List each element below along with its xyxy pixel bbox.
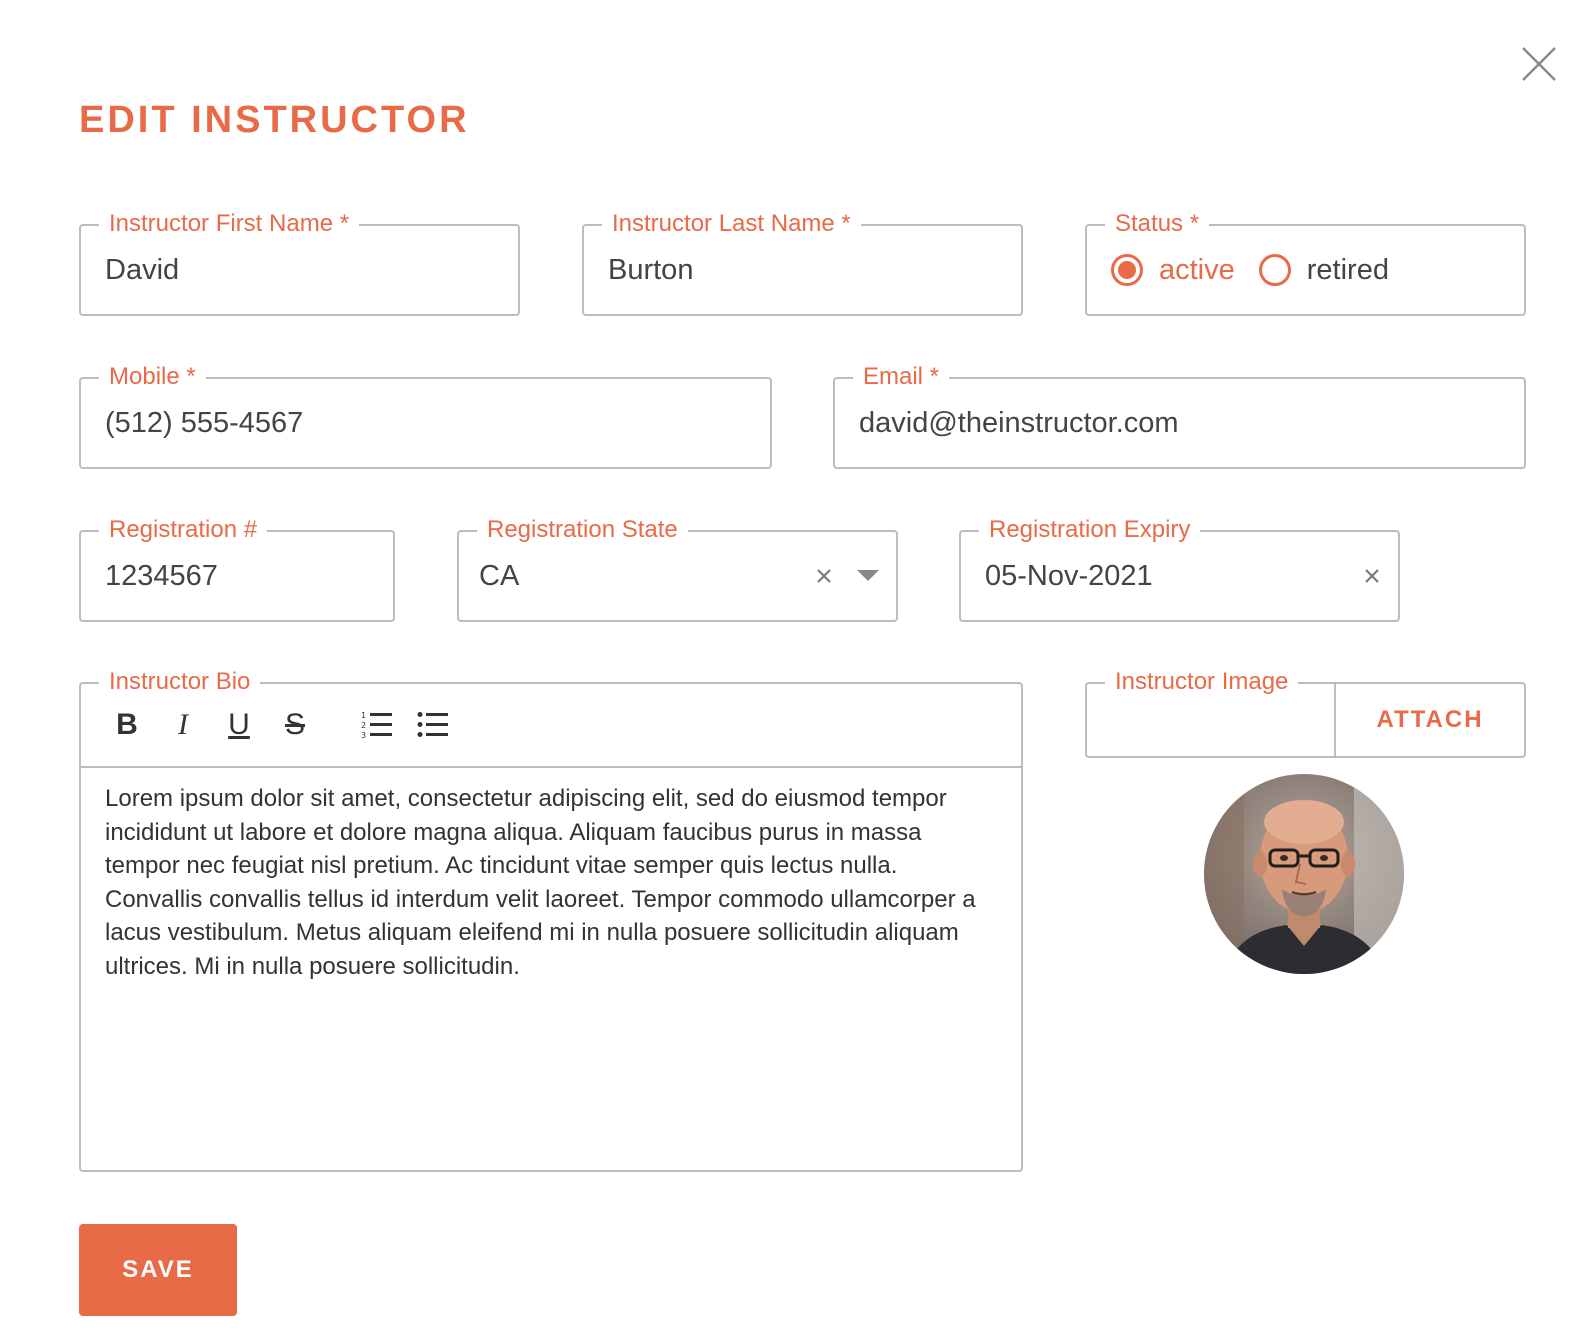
italic-button[interactable]: I [178,708,188,741]
avatar [1204,774,1404,974]
bullet-list-button[interactable] [415,705,451,745]
instructor-image-field [1085,668,1526,758]
status-field [1085,210,1526,316]
chevron-down-icon[interactable] [854,532,882,620]
registration-state-label: Registration State [477,515,688,545]
bio-toolbar [81,684,1021,768]
bio-textarea[interactable]: Lorem ipsum dolor sit amet, consectetur adipiscing elit, sed do eiusmod tempor incididunt ut labore et dolore magna aliqua. Aliquam faucibus purus in massa tempor nec feugiat nisl pretium. Ac tincidunt vitae semper quis lectus nulla. Convallis convallis tellus id interdum velit laoreet. Tempor commodo ullamcorper a lacus vestibulum. Metus aliquam eleifend mi in nulla posuere sollicitudin aliquam ultrices. Mi in nulla posuere sollicitudin. [105,785,976,980]
attach-button[interactable]: ATTACH [1334,684,1524,756]
ordered-list-icon [361,710,393,740]
registration-expiry-field[interactable] [959,516,1400,622]
close-button[interactable] [1520,45,1558,83]
registration-number-label: Registration # [99,515,267,545]
mobile-field[interactable] [79,363,772,469]
svg-text:1: 1 [361,711,367,720]
bio-editor [79,668,1023,1172]
first-name-field[interactable] [79,210,520,316]
radio-unchecked-icon [1259,254,1291,286]
instructor-image-label: Instructor Image [1105,667,1298,697]
email-label: Email * [853,362,949,392]
status-option-label: active [1159,253,1235,286]
registration-number-field[interactable] [79,516,395,622]
close-icon [1520,45,1558,83]
first-name-input[interactable]: David [105,253,180,286]
status-radio-active[interactable] [1111,254,1235,287]
registration-number-input[interactable]: 1234567 [105,559,218,592]
last-name-field[interactable] [582,210,1023,316]
clear-icon[interactable] [1360,532,1384,620]
status-option-label: retired [1306,253,1389,286]
registration-state-value: CA [479,559,520,592]
bullet-list-icon [417,710,449,740]
email-input[interactable]: david@theinstructor.com [859,406,1179,439]
bio-label: Instructor Bio [99,667,260,697]
page-title: EDIT INSTRUCTOR [79,99,470,141]
email-field[interactable] [833,363,1526,469]
mobile-label: Mobile * [99,362,206,392]
first-name-label: Instructor First Name * [99,209,359,239]
save-button[interactable]: SAVE [79,1224,237,1316]
registration-expiry-input[interactable]: 05-Nov-2021 [985,559,1153,592]
bold-button[interactable]: B [116,708,138,741]
underline-button[interactable]: U [228,708,250,741]
clear-icon[interactable] [812,532,836,620]
status-radio-retired[interactable] [1259,254,1389,287]
status-label: Status * [1105,209,1209,239]
registration-expiry-label: Registration Expiry [979,515,1200,545]
radio-checked-icon [1111,254,1143,286]
status-radio-group [1111,226,1389,314]
mobile-input[interactable]: (512) 555-4567 [105,406,304,439]
svg-text:3: 3 [361,731,367,740]
svg-text:2: 2 [361,721,367,730]
registration-state-select[interactable] [457,516,898,622]
ordered-list-button[interactable] [359,705,395,745]
last-name-label: Instructor Last Name * [602,209,861,239]
strikethrough-button[interactable]: S [284,708,305,741]
last-name-input[interactable]: Burton [608,253,694,286]
